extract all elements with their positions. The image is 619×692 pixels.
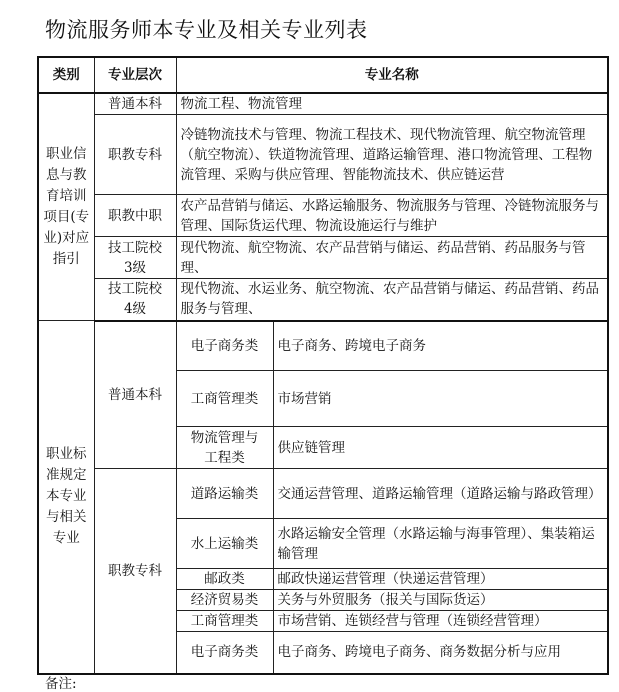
name-cell: 交通运营管理、道路运输管理（道路运输与路政管理） <box>273 469 608 519</box>
table-row <box>38 237 608 279</box>
sub-category-cell: 电子商务类 <box>176 632 273 674</box>
name-cell: 市场营销、连锁经营与管理（连锁经营管理） <box>273 611 608 632</box>
sub-category-cell: 水上运输类 <box>176 519 273 569</box>
level-cell: 技工院校 3级 <box>94 237 176 279</box>
level-cell: 普通本科 <box>94 93 176 115</box>
header-row <box>38 57 608 93</box>
table-row <box>38 469 608 519</box>
level-cell: 技工院校 4级 <box>94 279 176 321</box>
table-row <box>38 321 608 371</box>
name-cell: 邮政快递运营管理（快递运营管理） <box>273 569 608 590</box>
sub-category-cell: 物流管理与 工程类 <box>176 427 273 469</box>
sub-category-cell: 经济贸易类 <box>176 590 273 611</box>
header-category: 类别 <box>38 57 94 93</box>
sub-category-cell: 邮政类 <box>176 569 273 590</box>
name-cell: 水路运输安全管理（水路运输与海事管理）、集装箱运输管理 <box>273 519 608 569</box>
name-cell: 电子商务、跨境电子商务、商务数据分析与应用 <box>273 632 608 674</box>
table-row <box>38 195 608 237</box>
name-cell: 物流工程、物流管理 <box>176 93 608 115</box>
sub-category-cell: 工商管理类 <box>176 371 273 427</box>
header-name: 专业名称 <box>176 57 608 93</box>
name-cell: 冷链物流技术与管理、物流工程技术、现代物流管理、航空物流管理（航空物流）、铁道物流管理、道路运输管理、港口物流管理、工程物流管理、采购与供应管理、智能物流技术、供应链运营 <box>176 115 608 195</box>
sub-category-cell: 工商管理类 <box>176 611 273 632</box>
table-row <box>38 115 608 195</box>
table-row <box>38 279 608 321</box>
level-cell: 普通本科 <box>94 321 176 469</box>
name-cell: 供应链管理 <box>273 427 608 469</box>
page-title: 物流服务师本专业及相关专业列表 <box>45 18 368 42</box>
name-cell: 关务与外贸服务（报关与国际货运） <box>273 590 608 611</box>
level-cell: 职教专科 <box>94 115 176 195</box>
major-table <box>37 56 609 675</box>
name-cell: 电子商务、跨境电子商务 <box>273 321 608 371</box>
section2-category: 职业标准规定本专业与相关专业 <box>38 321 94 674</box>
section1-category: 职业信息与教育培训项目(专业)对应指引 <box>38 93 94 321</box>
header-level: 专业层次 <box>94 57 176 93</box>
table-row <box>38 93 608 115</box>
sub-category-cell: 道路运输类 <box>176 469 273 519</box>
level-cell: 职教中职 <box>94 195 176 237</box>
name-cell: 现代物流、航空物流、农产品营销与储运、药品营销、药品服务与管理、 <box>176 237 608 279</box>
name-cell: 市场营销 <box>273 371 608 427</box>
footnote: 备注: <box>45 676 77 692</box>
sub-category-cell: 电子商务类 <box>176 321 273 371</box>
name-cell: 现代物流、水运业务、航空物流、农产品营销与储运、药品营销、药品服务与管理、 <box>176 279 608 321</box>
level-cell: 职教专科 <box>94 469 176 674</box>
name-cell: 农产品营销与储运、水路运输服务、物流服务与管理、冷链物流服务与管理、国际货运代理、物流设施运行与维护 <box>176 195 608 237</box>
